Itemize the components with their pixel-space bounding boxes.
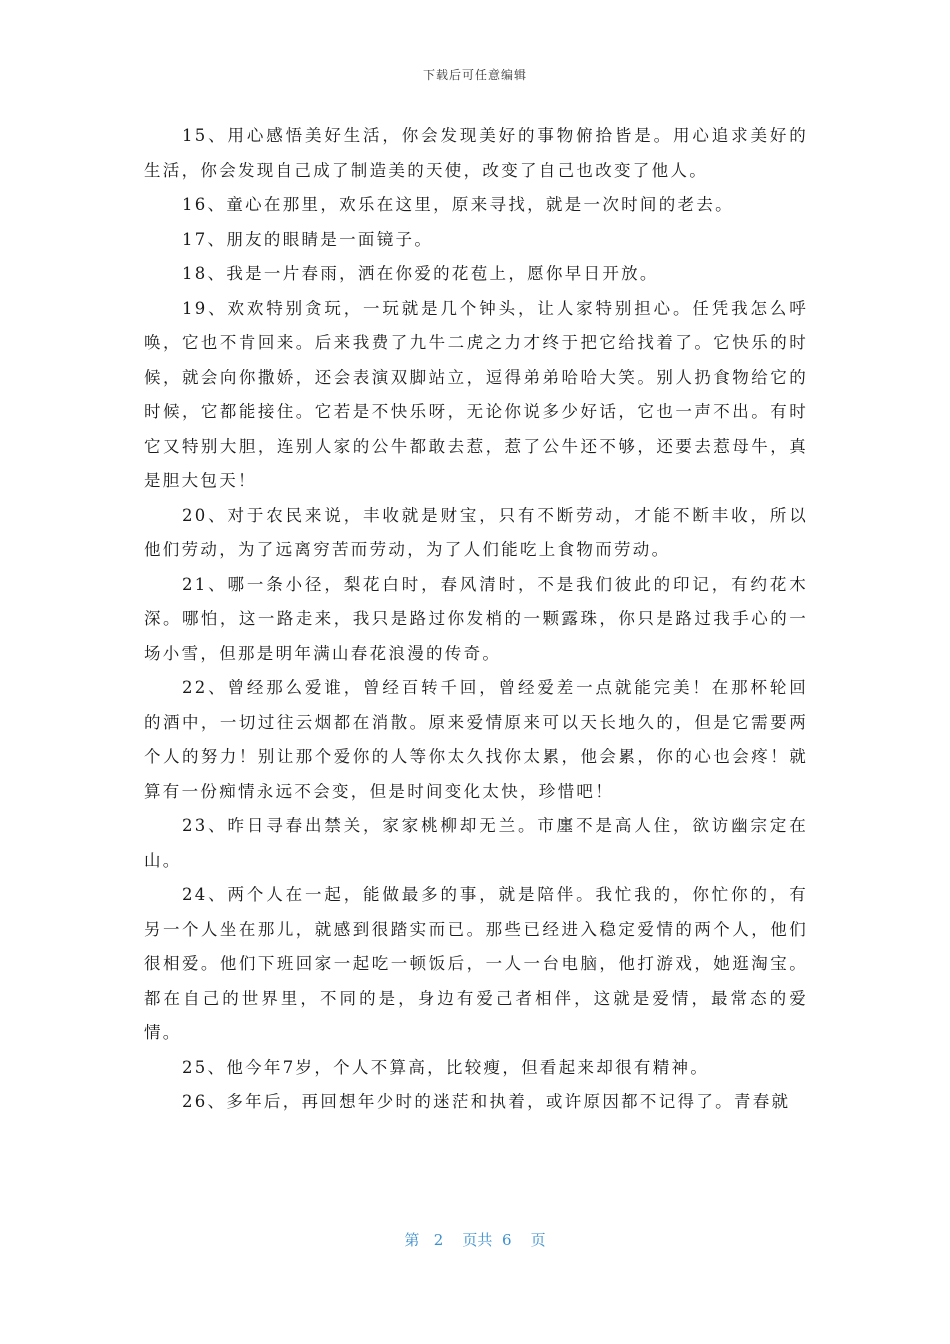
paragraph-23: 23、昨日寻春出禁关，家家桃柳却无兰。市廛不是高人住，欲访幽宗定在山。 bbox=[144, 816, 808, 870]
paragraph-22: 22、曾经那么爱谁，曾经百转千回，曾经爱差一点就能完美！在那杯轮回的酒中，一切过往云烟都在消散。原来爱情原来可以天长地久的，但是它需要两个人的努力！别让那个爱你的人等你太久找你太累，他会累，你的心也会疼！就算有一份痴情永远不会变，但是时间变化太快，珍惜吧！ bbox=[144, 678, 808, 801]
footer-total-pages: 6 bbox=[501, 1231, 512, 1249]
paragraph-21: 21、哪一条小径，梨花白时，春风清时，不是我们彼此的印记，有约花木深。哪怕，这一路走来，我只是路过你发梢的一颗露珠，你只是路过我手心的一场小雪，但那是明年满山春花浪漫的传奇。 bbox=[144, 574, 808, 663]
page-header: 下载后可任意编辑 bbox=[422, 68, 527, 82]
footer-suffix: 页 bbox=[530, 1231, 546, 1249]
paragraph-25: 25、他今年7岁，个人不算高，比较瘦，但看起来却很有精神。 bbox=[181, 1057, 710, 1077]
paragraph-26: 26、多年后，再回想年少时的迷茫和执着，或许原因都不记得了。青春就 bbox=[181, 1092, 791, 1111]
paragraph-16: 16、童心在那里，欢乐在这里，原来寻找，就是一次时间的老去。 bbox=[181, 195, 734, 214]
paragraph-19: 19、欢欢特别贪玩，一玩就是几个钟头，让人家特别担心。任凭我怎么呼唤，它也不肯回来。后来我费了九牛二虎之力才终于把它给找着了。它快乐的时候，就会向你撒娇，还会表演双脚站立，逗得弟弟哈哈大笑。别人扔食物给它的时候，它都能接住。它若是不快乐呀，无论你说多少好话，它也一声不出。有时它又特别大胆，连别人家的公牛都敢去惹，惹了公牛还不够，还要去惹母牛，真是胆大包天！ bbox=[144, 298, 808, 490]
paragraph-17: 17、朋友的眼睛是一面镜子。 bbox=[181, 229, 434, 249]
footer-prefix: 第 bbox=[404, 1231, 420, 1249]
paragraph-15: 15、用心感悟美好生活，你会发现美好的事物俯拾皆是。用心追求美好的生活，你会发现自己成了制造美的天使，改变了自己也改变了他人。 bbox=[144, 126, 808, 180]
page-footer bbox=[0, 1229, 950, 1250]
footer-middle: 页共 bbox=[462, 1231, 493, 1249]
paragraph-24: 24、两个人在一起，能做最多的事，就是陪伴。我忙我的，你忙你的，有另一个人坐在那儿，就感到很踏实而已。那些已经进入稳定爱情的两个人，他们很相爱。他们下班回家一起吃一顿饭后，一人一台电脑，他打游戏，她逛淘宝。都在自己的世界里，不同的是，身边有爱己者相伴，这就是爱情，最常态的爱情。 bbox=[144, 885, 808, 1042]
document-body bbox=[144, 119, 808, 1120]
footer-current-page: 2 bbox=[433, 1231, 444, 1249]
paragraph-18: 18、我是一片春雨，洒在你爱的花苞上，愿你早日开放。 bbox=[181, 264, 659, 283]
paragraph-20: 20、对于农民来说，丰收就是财宝，只有不断劳动，才能不断丰收，所以他们劳动，为了远离穷苦而劳动，为了人们能吃上食物而劳动。 bbox=[144, 505, 808, 559]
